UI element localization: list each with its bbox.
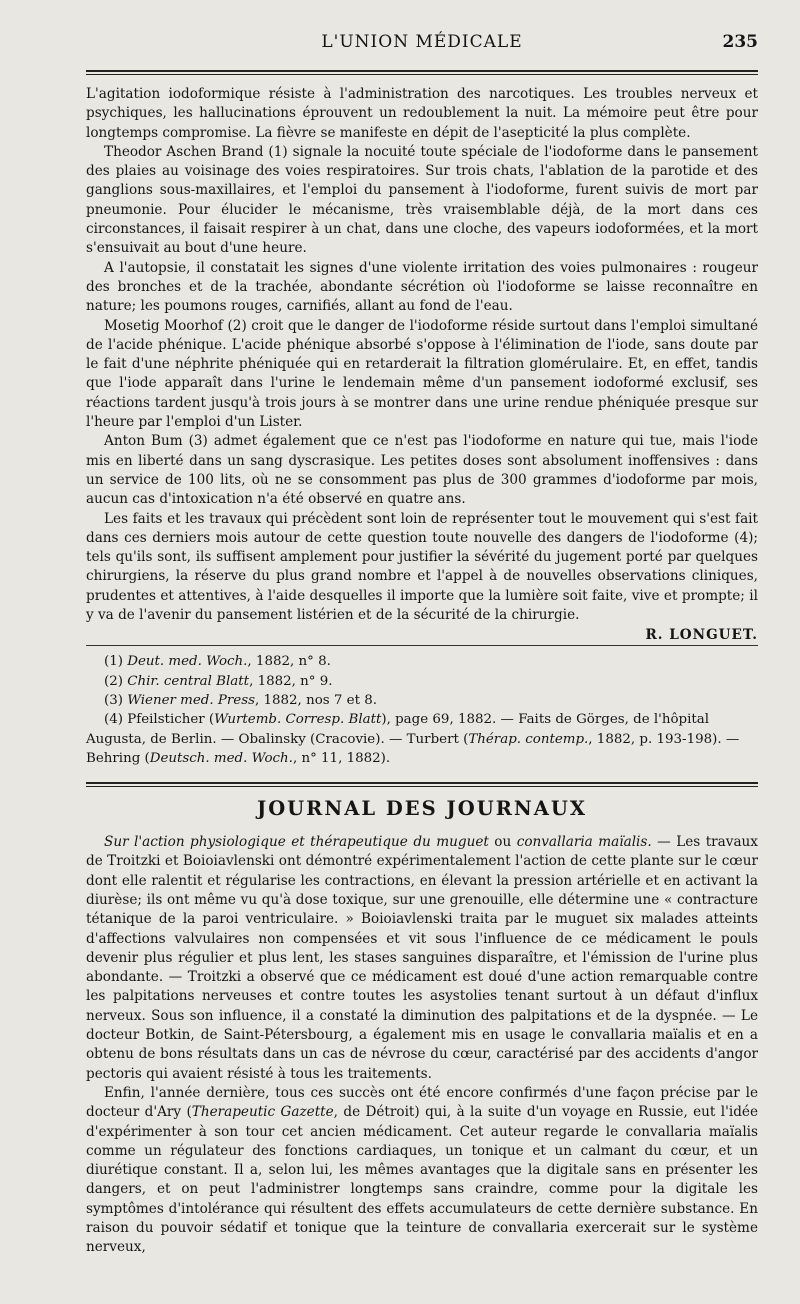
footnote-number: (1) xyxy=(104,654,123,670)
footnote-text: Pfeilsticher ( xyxy=(127,712,215,728)
footnote-source: Thérap. contemp. xyxy=(468,731,589,747)
running-title: L'UNION MÉDICALE xyxy=(321,32,523,52)
footnotes xyxy=(86,652,758,768)
footnote-number: (4) xyxy=(104,712,123,728)
article-paragraph: Mosetig Moorhof (2) croit que le danger de l'iodoforme réside surtout dans l'emploi simultané de l'acide phénique. L'acide phénique absorbé s'oppose à l'élimination de l'iode, sans doute par le fait d'une néphrite phéniquée qui en retarderait la filtration glomérulaire. Et, en effet, tandis que l'iode apparaît dans l'urine le lendemain même d'un pansement iodoformé exclusif, ses réactions tardent jusqu'à trois jours à se montrer dans une urine rendue phéniquée presque sur l'heure par l'emploi d'un Lister. xyxy=(86,317,758,431)
section-text: — Les travaux de Troitzki et Boioiavlenski ont démontré expérimentalement l'action de cette plante sur le cœur dont elle ralentit et régularise les contractions, en élevant la pression artérielle et en activant la diurèse; ils ont même vu qu'à dose toxique, sur une grenouille, elle détermine une « contracture tétanique de la paroi ventriculaire. » Boioiavlenski traita par le muguet six malades atteints d'affections valvulaires non compensées et vit sous l'influence de ce médicament le pouls devenir plus régulier et plus lent, les stases sanguines disparaître, et l'émission de l'urine plus abondante. — Troitzki a observé que ce médicament est doué d'une action remarquable contre les palpitations nerveuses et contre toutes les asystolies tenant surtout à un défaut d'influx nerveux. Sous son influence, il a constaté la diminution des palpitations et de la dyspnée. — Le docteur Botkin, de Saint-Pétersbourg, a également mis en usage le convallaria maïalis et en a obtenu de bons résultats dans un cas de névrose du cœur, caractérisé par des accidents d'angor pectoris qui avaient résisté à tous les traitements. xyxy=(86,834,758,1082)
footnote-details: , 1882, nos 7 et 8. xyxy=(254,692,378,708)
footnote-source: Wiener med. Press xyxy=(127,692,255,708)
section-text: ou xyxy=(488,834,517,851)
footnote xyxy=(86,652,758,671)
footnote-text: , 1882, p. 193-198). — Behring ( xyxy=(86,731,740,766)
footnote-number: (2) xyxy=(104,673,123,689)
footnote xyxy=(86,710,758,768)
section-separator xyxy=(86,782,758,787)
article-paragraph: Les faits et les travaux qui précèdent sont loin de représenter tout le mouvement qui s'est fait dans ces derniers mois autour de cette question toute nouvelle des dangers de l'iodoforme (4); tels qu'ils sont, ils suffisent amplement pour justifier la sévérité du jugement porté par quelques chirurgiens, la réserve du plus grand nombre et l'appel à de nouvelles observations cliniques, prudentes et attentives, à l'aide desquelles il importe que la lumière soit faite, vive et prompte; il y va de l'avenir du pansement listérien et de la sécurité de la chirurgie. xyxy=(86,510,758,624)
section-text: Enfin, l'année dernière, tous ces succès ont été encore confirmés d'une façon précise par le docteur d'Ary ( xyxy=(86,1084,758,1121)
footnote-source: Chir. central Blatt xyxy=(127,673,250,689)
review-subject: convallaria maïalis. xyxy=(516,834,652,851)
footnote-details: , 1882, n° 8. xyxy=(247,654,331,670)
footnote-text: , n° 11, 1882). xyxy=(292,750,391,766)
section-paragraph xyxy=(86,833,758,1084)
article-paragraph: Theodor Aschen Brand (1) signale la nocuité toute spéciale de l'iodoforme dans le pansement des plaies au voisinage des voies respiratoires. Sur trois chats, l'ablation de la parotide et des ganglions sous-maxillaires, et l'emploi du pansement à l'iodoforme, furent suivis de mort par pneumonie. Pour élucider le mécanisme, très vraisemblable déjà, de la mort dans ces circonstances, il faisait respirer à un chat, dans une cloche, des vapeurs iodoformées, et la mort s'ensuivait au bout d'une heure. xyxy=(86,143,758,257)
footnote-number: (3) xyxy=(104,692,123,708)
author-signature: R. LONGUET. xyxy=(645,627,758,644)
footnote-details: , 1882, n° 9. xyxy=(249,673,333,689)
footnote-source: Wurtemb. Corresp. Blatt xyxy=(214,712,382,728)
footnote-text: ), page 69, 1882. — Faits de Görges, de l'hôpital Augusta, de Berlin. — Obalinsky (Cracovie). — Turbert ( xyxy=(86,712,710,747)
footnote xyxy=(86,691,758,710)
article-body xyxy=(86,85,758,645)
cited-source: Therapeutic Gazette xyxy=(191,1104,334,1121)
article-paragraph: L'agitation iodoformique résiste à l'administration des narcotiques. Les troubles nerveux et psychiques, les hallucinations éprouvent un redoublement la nuit. La mémoire peut être pour longtemps compromise. La fièvre se manifeste en dépit de l'asepticité la plus complète. xyxy=(86,86,758,141)
section-paragraph xyxy=(86,1084,758,1258)
footnote-source: Deutsch. med. Woch. xyxy=(149,750,293,766)
section-text: , de Détroit) qui, à la suite d'un voyage en Russie, eut l'idée d'expérimenter à son tour cet ancien médicament. Cet auteur regarde le convallaria maïalis comme un régulateur des fonctions cardiaques, un tonique et un calmant du cœur, et un diurétique constant. Il a, selon lui, les mêmes avantages que la digitale sans en présenter les dangers, et on peut l'administrer longtemps sans craindre, comme pour la digitale les symptômes d'intolérance qui résultent des effets accumulateurs de cette dernière substance. En raison du pouvoir sédatif et tonique que la teinture de convallaria exercerait sur le système nerveux, xyxy=(86,1104,758,1256)
footnote-rule xyxy=(86,645,758,646)
article-paragraph: A l'autopsie, il constatait les signes d'une violente irritation des voies pulmonaires : rougeur des bronches et de la trachée, abondante sécrétion où l'iodoforme se laisse reconnaître en nature; les poumons rouges, carnifiés, allant au fond de l'eau. xyxy=(86,259,758,315)
page-header xyxy=(86,28,758,62)
article-paragraph: Anton Bum (3) admet également que ce n'est pas l'iodoforme en nature qui tue, mais l'iode mis en liberté dans un sang dyscrasique. Les petites doses sont absolument inoffensives : dans un service de 100 lits, où ne se consomment pas plus de 300 grammes d'iodoforme par mois, aucun cas d'intoxication n'a été observé en quatre ans. xyxy=(86,433,758,508)
footnote-source: Deut. med. Woch. xyxy=(127,654,248,670)
section-title: JOURNAL DES JOURNAUX xyxy=(256,797,588,821)
footnote xyxy=(86,672,758,691)
review-subject: Sur l'action physiologique et thérapeutique du muguet xyxy=(104,834,489,851)
page-number: 235 xyxy=(722,32,758,52)
header-rule xyxy=(86,70,758,75)
journal-section xyxy=(86,797,758,1258)
